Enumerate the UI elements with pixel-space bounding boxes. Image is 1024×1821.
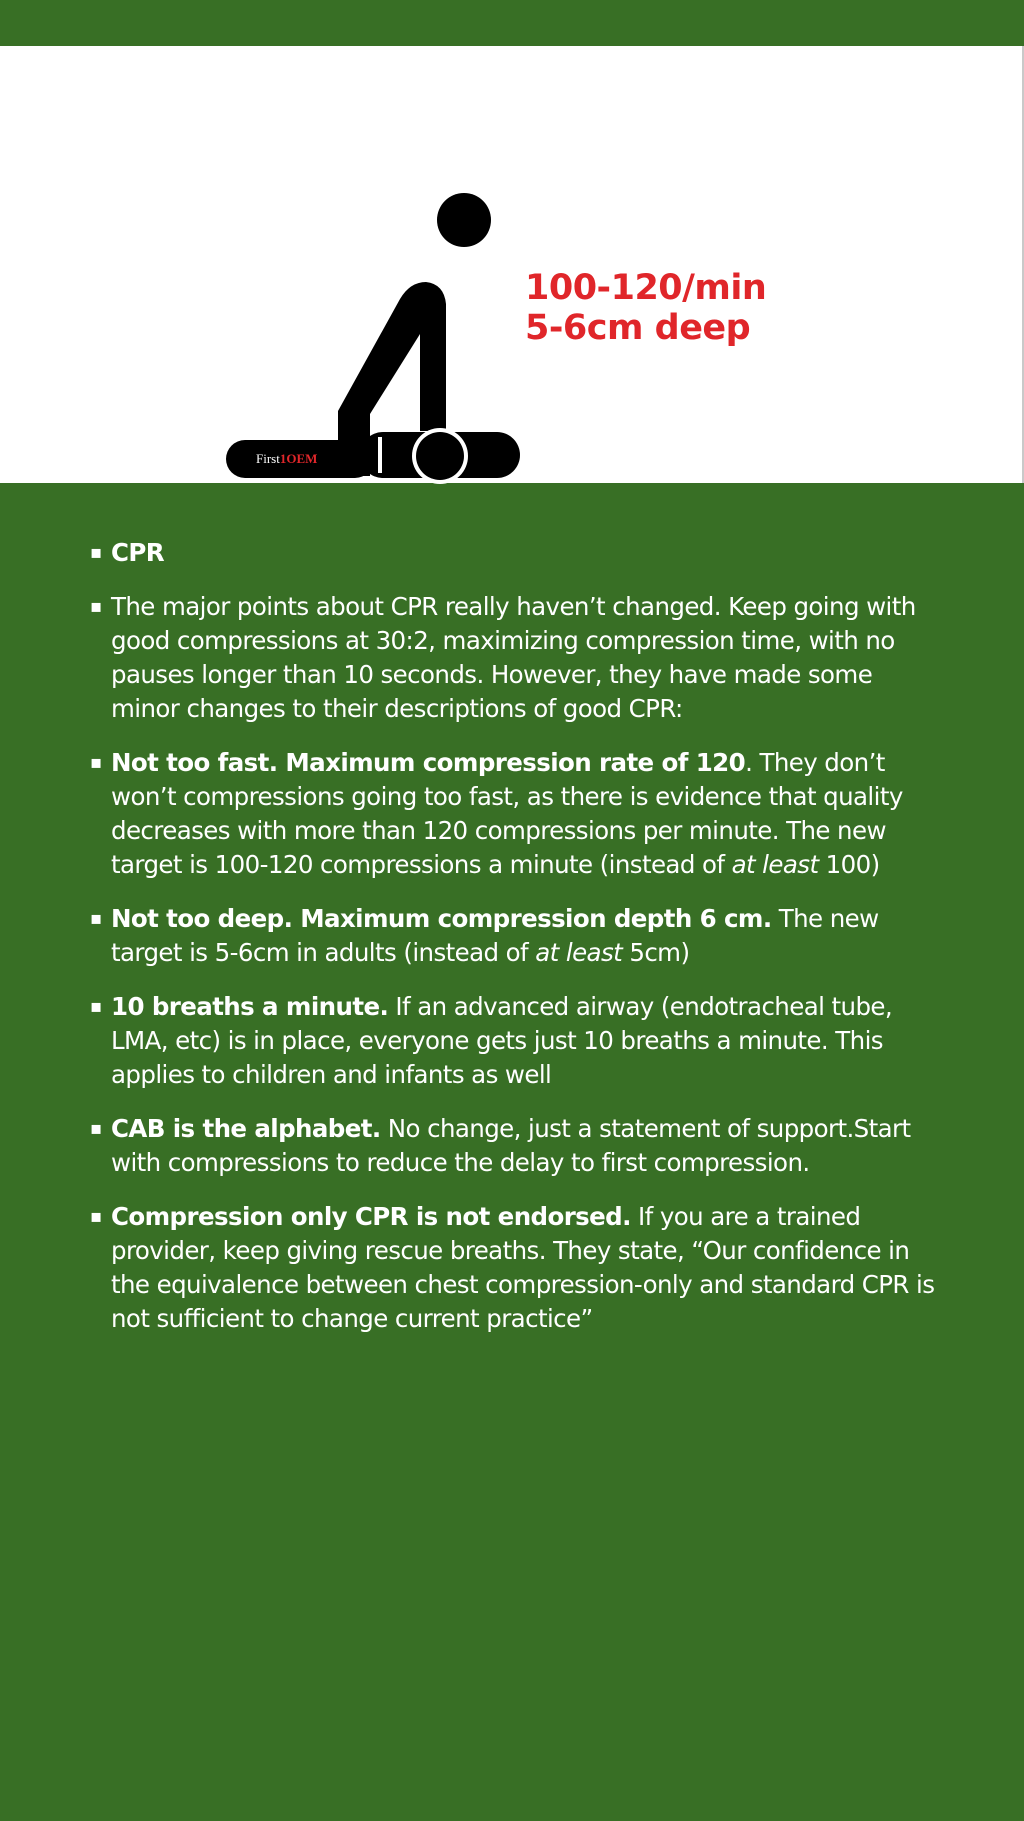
- bullet-marker: ▪: [90, 1206, 102, 1227]
- cpr-depth-label: 5-6cm deep: [525, 308, 751, 348]
- bullet-text: No change, just a statement of support.Start with compressions to reduce the delay to first compression.: [111, 1114, 911, 1177]
- list-item-overview: [90, 590, 940, 726]
- bullet-text: The new target is 5-6cm in adults (instead of: [111, 904, 879, 967]
- list-item-cab: [90, 1112, 940, 1180]
- logo-prefix: First: [256, 451, 280, 466]
- list-item-not-too-deep: [90, 902, 940, 970]
- bullet-heading: Not too deep. Maximum compression depth 6 cm.: [111, 904, 772, 933]
- cpr-illustration-panel: [0, 46, 1024, 483]
- bullet-text: If an advanced airway (endotracheal tube, LMA, etc) is in place, everyone gets just 10 breaths a minute. This applies to children and infants as well: [111, 992, 893, 1089]
- brand-logo: [256, 451, 317, 467]
- list-item-compression-only: [90, 1200, 940, 1336]
- bullet-italic: at least: [535, 938, 623, 967]
- list-item-cpr-heading: [90, 536, 940, 570]
- logo-accent: 1OEM: [279, 451, 318, 466]
- bullet-marker: ▪: [90, 996, 102, 1017]
- list-item-breaths-per-minute: [90, 990, 940, 1092]
- bullet-text: If you are a trained provider, keep giving rescue breaths. They state, “Our confidence in the equivalence between chest compression-only and standard CPR is not sufficient to change current practice”: [111, 1202, 935, 1333]
- bullet-heading: CPR: [111, 538, 165, 567]
- bullet-marker: ▪: [90, 596, 102, 617]
- bullet-text: . They don’t won’t compressions going too fast, as there is evidence that quality decreases with more than 120 compressions per minute. The new target is 100-120 compressions a minute (instead of: [111, 748, 903, 879]
- bullet-heading: Compression only CPR is not endorsed.: [111, 1202, 631, 1231]
- bullet-marker: ▪: [90, 542, 102, 563]
- bullet-italic: at least: [731, 850, 819, 879]
- bullet-text: The major points about CPR really haven’t changed. Keep going with good compressions at 30:2, maximizing compression time, with no pauses longer than 10 seconds. However, they have made some minor changes to their descriptions of good CPR:: [111, 592, 916, 723]
- cpr-compression-pictogram: [220, 166, 540, 486]
- bullet-tail: 100): [818, 850, 880, 879]
- bullet-heading: Not too fast. Maximum compression rate of 120: [111, 748, 746, 777]
- bullet-marker: ▪: [90, 1118, 102, 1139]
- cpr-caption: [525, 268, 766, 348]
- bullet-tail: 5cm): [622, 938, 690, 967]
- bullet-marker: ▪: [90, 908, 102, 929]
- bullet-marker: ▪: [90, 752, 102, 773]
- top-band: [0, 0, 1024, 46]
- bullet-heading: CAB is the alphabet.: [111, 1114, 381, 1143]
- bullet-heading: 10 breaths a minute.: [111, 992, 389, 1021]
- cpr-guidelines-list: [90, 536, 940, 1356]
- list-item-not-too-fast: [90, 746, 940, 882]
- cpr-rate-label: 100-120/min: [525, 268, 767, 308]
